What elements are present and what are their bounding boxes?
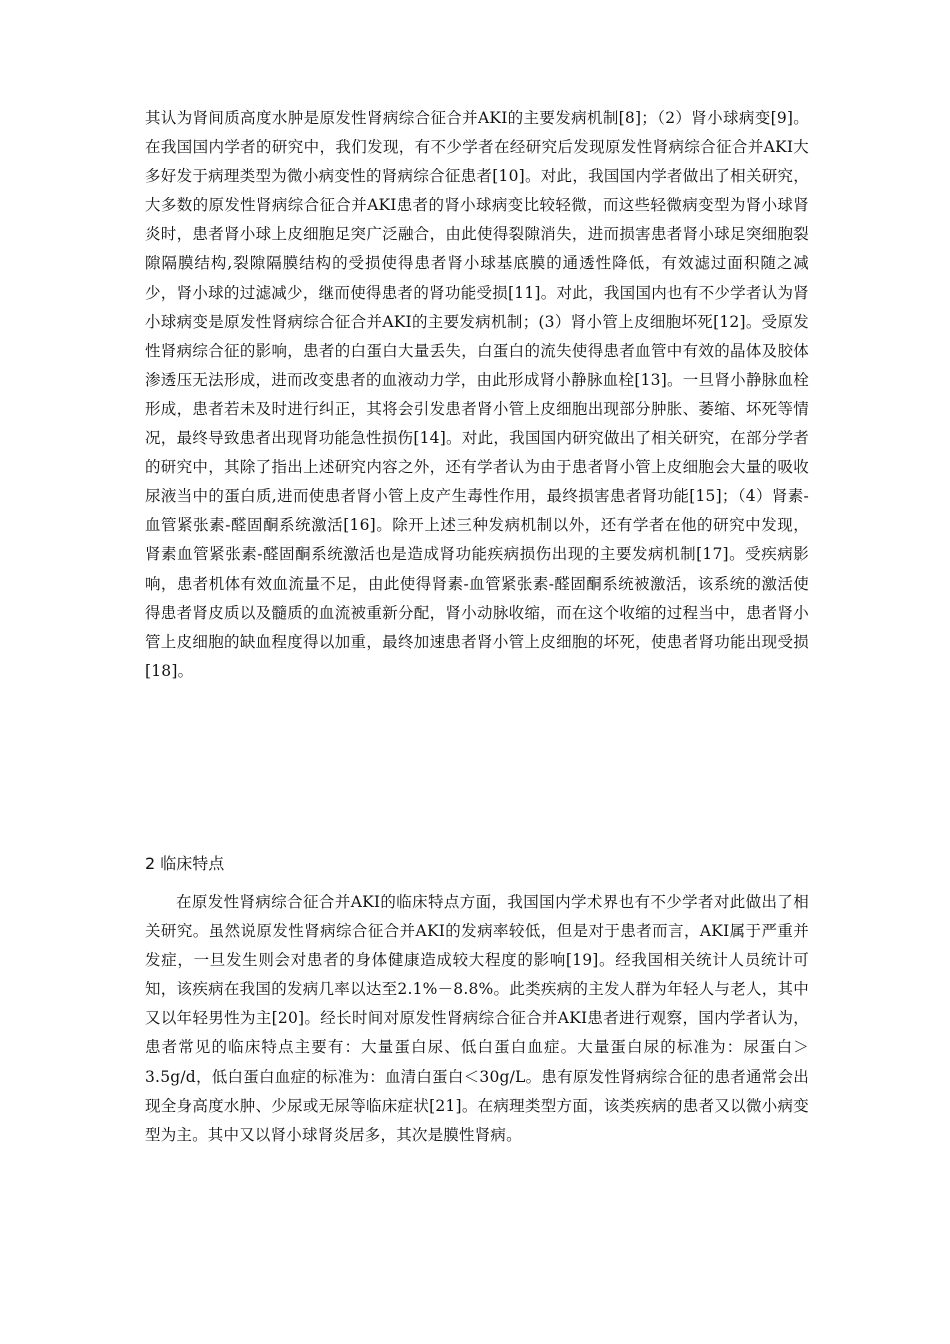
body-paragraph-mechanisms: 其认为肾间质高度水肿是原发性肾病综合征合并AKI的主要发病机制[8]；（2）肾小球病变[9]。在我国国内学者的研究中，我们发现，有不少学者在经研究后发现原发性肾病综合征合并AKI大多好发于病理类型为微小病变性的肾病综合征患者[10]。对此，我国国内学者做出了相关研究，大多数的原发性肾病综合征合并AKI患者的肾小球病变比较轻微，而这些轻微病变型为肾小球肾炎时，患者肾小球上皮细胞足突广泛融合，由此使得裂隙消失，进而损害患者肾小球足突细胞裂隙隔膜结构,裂隙隔膜结构的受损使得患者肾小球基底膜的通透性降低，有效滤过面积随之减少，肾小球的过滤减少，继而使得患者的肾功能受损[11]。对此，我国国内也有不少学者认为肾小球病变是原发性肾病综合征合并AKI的主要发病机制；(3）肾小管上皮细胞坏死[12]。受原发性肾病综合征的影响，患者的白蛋白大量丢失，白蛋白的流失使得患者血管中有效的晶体及胶体渗透压无法形成，进而改变患者的血液动力学，由此形成肾小静脉血栓[13]。一旦肾小静脉血栓形成，患者若未及时进行纠正，其将会引发患者肾小管上皮细胞出现部分肿胀、萎缩、坏死等情况，最终导致患者出现肾功能急性损伤[14]。对此，我国国内研究做出了相关研究，在部分学者的研究中，其除了指出上述研究内容之外，还有学者认为由于患者肾小管上皮细胞会大量的吸收尿液当中的蛋白质,进而使患者肾小管上皮产生毒性作用，最终损害患者肾功能[15]；（4）肾素-血管紧张素-醛固酮系统激活[16]。除开上述三种发病机制以外，还有学者在他的研究中发现，肾素血管紧张素-醛固酮系统激活也是造成肾功能疾病损伤出现的主要发病机制[17]。受疾病影响，患者机体有效血流量不足，由此使得肾素-血管紧张素-醛固酮系统被激活，该系统的激活使得患者肾皮质以及髓质的血流被重新分配，肾小动脉收缩，而在这个收缩的过程当中，患者肾小管上皮细胞的缺血程度得以加重，最终加速患者肾小管上皮细胞的坏死，使患者肾功能出现受损[18]。 <box>145 109 809 680</box>
section-heading-clinical-features: 2 临床特点 <box>145 854 225 873</box>
body-paragraph-clinical-features: 在原发性肾病综合征合并AKI的临床特点方面，我国国内学术界也有不少学者对此做出了相关研究。虽然说原发性肾病综合征合并AKI的发病率较低，但是对于患者而言，AKI属于严重并发症，一旦发生则会对患者的身体健康造成较大程度的影响[19]。经我国相关统计人员统计可知，该疾病在我国的发病几率以达至2.1%－8.8%。此类疾病的主发人群为年轻人与老人，其中又以年轻男性为主[20]。经长时间对原发性肾病综合征合并AKI患者进行观察，国内学者认为，患者常见的临床特点主要有：大量蛋白尿、低白蛋白血症。大量蛋白尿的标准为：尿蛋白＞3.5g/d，低白蛋白血症的标准为：血清白蛋白＜30g/L。患有原发性肾病综合征的患者通常会出现全身高度水肿、少尿或无尿等临床症状[21]。在病理类型方面，该类疾病的患者又以微小病变型为主。其中又以肾小球肾炎居多，其次是膜性肾病。 <box>145 893 809 1144</box>
